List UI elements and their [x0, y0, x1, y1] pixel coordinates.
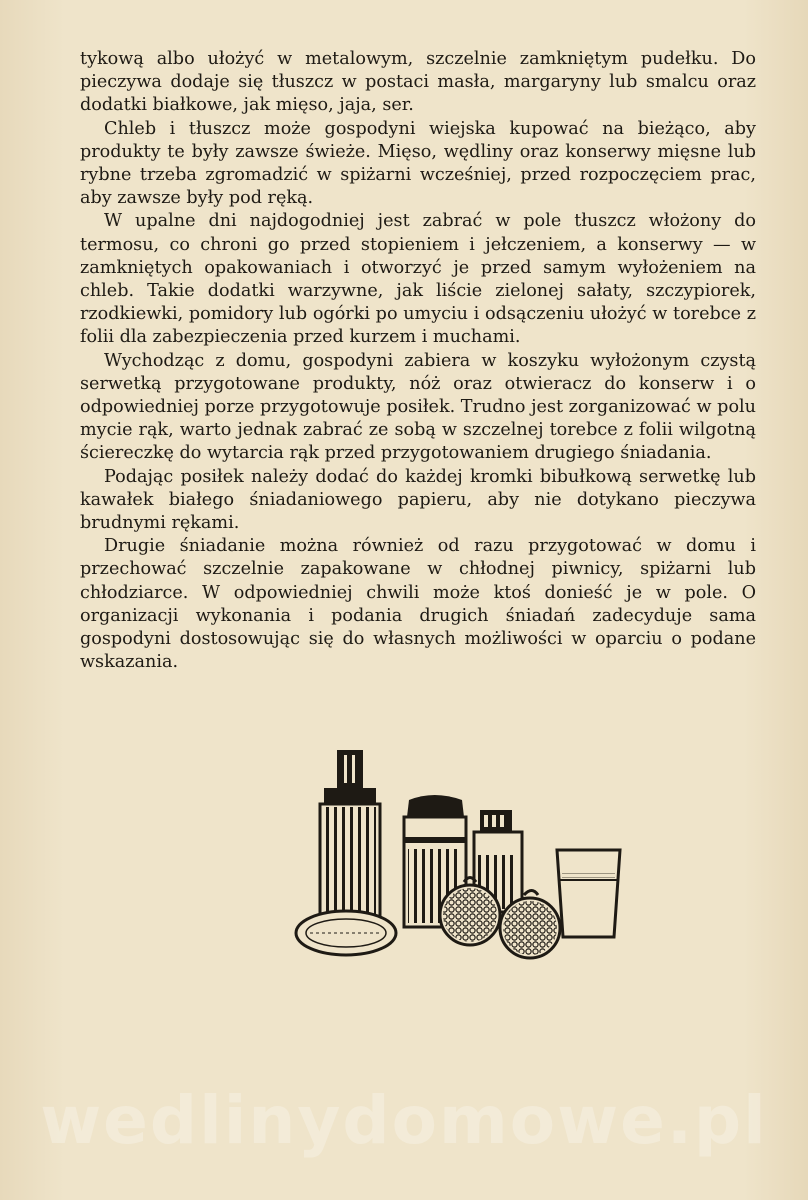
thermos-icon	[320, 750, 380, 924]
paragraph: tykową albo ułożyć w metalowym, szczelnie zamkniętym pudełku. Do pieczywa dodaje się tłuszcz w postaci masła, margaryny lub smalcu oraz dodatki białkowe, jak mięso, jaja, ser.	[80, 49, 756, 116]
paragraph: Podając posiłek należy dodać do każdej kromki bibułkową serwetkę lub kawałek białego śniadaniowego papieru, aby nie dotykano pieczywa brudnymi rękami.	[80, 466, 756, 534]
paragraph: Chleb i tłuszcz może gospodyni wiejska kupować na bieżąco, aby produkty te były zawsze świeże. Mięso, wędliny oraz konserwy mięsne lub rybne trzeba zgromadzić w spiżarni wcześniej, przed rozpoczęciem prac, aby zawsze były pod ręką.	[80, 118, 756, 209]
cucumber-icon	[296, 911, 396, 955]
paragraph: W upalne dni najdogodniej jest zabrać w pole tłuszcz włożony do termosu, co chroni go przed stopieniem i jełczeniem, a konserwy — w zamkniętych opakowaniach i otworzyć je przed samym wyłożeniem na chleb. Takie dodatki warzywne, jak liście zielonej sałaty, szczypiorek, rzodkiewki, pomidory lub ogórki po umyciu i odsączeniu ułożyć w torebce z folii dla zabezpieczenia przed kurzem i muchami.	[80, 211, 756, 348]
picnic-food-illustration	[294, 745, 624, 960]
watermark: wedlinydomowe.pl	[40, 1082, 768, 1159]
paragraph: Drugie śniadanie można również od razu przygotować w domu i przechować szczelnie zapakowane w chłodnej piwnicy, spiżarni lub chłodziarce. W odpowiedniej chwili może ktoś donieść je w pole. O organizacji wykonania i podania drugich śniadań zadecyduje sama gospodyni dostosowując się do własnych możliwości w oparciu o podane wskazania.	[80, 536, 756, 673]
body-text	[80, 48, 756, 674]
glass-icon	[557, 850, 620, 937]
paragraph: Wychodząc z domu, gospodyni zabiera w koszyku wyłożonym czystą serwetką przygotowane produkty, nóż oraz otwieracz do konserw i o odpowiedniej porze przygotowuje posiłek. Trudno jest zorganizować w polu mycie rąk, warto jednak zabrać ze sobą w szczelnej torebce z folii wilgotną ściereczkę do wytarcia rąk przed przygotowaniem drugiego śniadania.	[80, 350, 756, 464]
